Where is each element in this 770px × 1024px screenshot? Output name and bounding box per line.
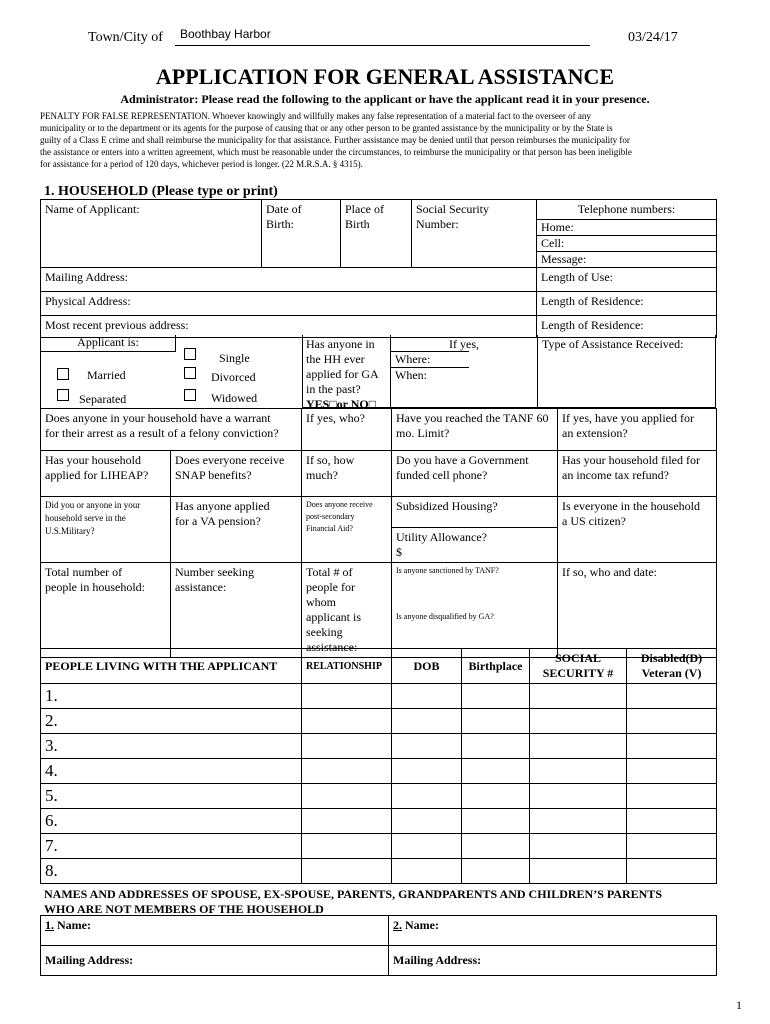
extension-question[interactable]: If yes, have you applied for an extension? xyxy=(558,409,717,451)
divorced-checkbox[interactable] xyxy=(184,367,196,379)
married-checkbox[interactable] xyxy=(57,368,69,380)
relative-2-mailing-field[interactable]: Mailing Address: xyxy=(389,946,717,976)
relationship-header: RELATIONSHIP xyxy=(302,649,392,684)
table-row[interactable]: 4. xyxy=(41,759,717,784)
telephone-block: Telephone numbers: Home: Cell: Message: xyxy=(537,200,717,268)
length-of-residence-field[interactable]: Length of Residence: xyxy=(537,292,717,316)
relative-1-mailing-field[interactable]: Mailing Address: xyxy=(41,946,389,976)
tax-refund-question[interactable]: Has your household filed for an income tax refund? xyxy=(558,451,717,497)
ssn-header: SOCIAL SECURITY # xyxy=(530,649,627,684)
relatives-table xyxy=(40,915,717,976)
applied-ga-question: Has anyone in the HH ever applied for GA in the past? YES□or NO□ xyxy=(302,335,391,408)
gov-phone-question[interactable]: Do you have a Government funded cell phone? xyxy=(392,451,558,497)
table-row[interactable]: 1. xyxy=(41,684,717,709)
table-row[interactable]: 5. xyxy=(41,784,717,809)
military-question[interactable]: Did you or anyone in your household serve in the U.S.Military? xyxy=(41,497,171,563)
table-row[interactable]: 6. xyxy=(41,809,717,834)
snap-question[interactable]: Does everyone receive SNAP benefits? xyxy=(171,451,302,497)
town-field-line[interactable] xyxy=(175,45,590,46)
home-phone-field[interactable]: Home: xyxy=(537,219,716,235)
ssn-field[interactable]: Social Security Number: xyxy=(412,200,537,268)
when-field[interactable]: When: xyxy=(391,367,469,383)
recent-address-field[interactable]: Most recent previous address: xyxy=(41,316,537,338)
table-row[interactable]: 8. xyxy=(41,859,717,884)
who-date-field[interactable]: If so, who and date: xyxy=(558,563,717,658)
widowed-checkbox[interactable] xyxy=(184,389,196,401)
relatives-title: NAMES AND ADDRESSES OF SPOUSE, EX-SPOUSE, PARENTS, GRANDPARENTS AND CHILDREN’S PARENTS WHO ARE NOT MEMBERS OF THE HOUSEHOLD xyxy=(44,887,662,916)
single-checkbox[interactable] xyxy=(184,348,196,360)
utility-allowance-field[interactable]: Utility Allowance? $ xyxy=(396,530,487,559)
mailing-address-field[interactable]: Mailing Address: xyxy=(41,268,537,292)
table-row[interactable]: 7. xyxy=(41,834,717,859)
widowed-label: Widowed xyxy=(211,391,258,405)
town-value[interactable]: Boothbay Harbor xyxy=(180,27,271,41)
warrant-who-field[interactable]: If yes, who? xyxy=(302,409,392,451)
sanction-question[interactable]: Is anyone sanctioned by TANF? Is anyone disqualified by GA? xyxy=(392,563,558,658)
people-table xyxy=(40,648,717,884)
page-title: APPLICATION FOR GENERAL ASSISTANCE xyxy=(155,64,615,89)
relative-2-name-field[interactable]: 2. Name: xyxy=(389,916,717,946)
table-row[interactable]: 3. xyxy=(41,734,717,759)
divorced-label: Divorced xyxy=(211,370,256,384)
how-much-field[interactable]: If so, how much? xyxy=(302,451,392,497)
applicant-status-block xyxy=(40,335,303,409)
separated-checkbox[interactable] xyxy=(57,389,69,401)
total-for-whom-field[interactable]: Total # of people for whom applicant is seeking assistance: xyxy=(302,563,392,658)
number-seeking-field[interactable]: Number seeking assistance: xyxy=(171,563,302,658)
post-secondary-question[interactable]: Does anyone receive post-secondary Financial Aid? xyxy=(302,497,392,563)
penalty-text: PENALTY FOR FALSE REPRESENTATION. Whoever knowingly and willfully makes any false representation of a material fact to the overseer of any municipality or to the department or its agents for the purpose of causing that or any other person to be granted assistance by the municipality or by the State is guilty of a Class E crime and shall reimburse the municipality for that assistance. Further assistance may be denied until that person reimburses the municipality for the assistance or enters into a written agreement, which must be reasonable under the circumstances, to reimburse the municipality or that person has been ineligible for assistance for a period of 120 days, whichever period is longer. (22 M.R.S.A. § 4315). xyxy=(40,111,632,169)
birthplace-header: Birthplace xyxy=(462,649,530,684)
message-phone-field[interactable]: Message: xyxy=(537,251,716,267)
if-yes-block: If yes, Where: When: xyxy=(391,335,538,408)
housing-utility-block xyxy=(392,497,558,563)
us-citizen-question[interactable]: Is everyone in the household a US citizen? xyxy=(558,497,717,563)
household-questions-table xyxy=(40,408,717,658)
type-assistance-field[interactable]: Type of Assistance Received: xyxy=(538,335,716,408)
warrant-question[interactable]: Does anyone in your household have a warrant for their arrest as a result of a felony conviction? xyxy=(41,409,302,451)
separated-label: Separated xyxy=(79,392,127,406)
length-of-use-field[interactable]: Length of Use: xyxy=(537,268,717,292)
table-row[interactable]: 2. xyxy=(41,709,717,734)
administrator-instructions: Administrator: Please read the following to the applicant or have the applicant read it in your presence. xyxy=(120,92,650,106)
town-label: Town/City of xyxy=(88,30,163,45)
relative-1-name-field[interactable]: 1. Name: xyxy=(41,916,389,946)
subsidized-housing-question[interactable]: Subsidized Housing? xyxy=(392,497,557,528)
applicant-is-label: Applicant is: xyxy=(41,335,176,352)
recent-length-of-residence-field[interactable]: Length of Residence: xyxy=(537,316,717,338)
disqualified-question[interactable]: Is anyone disqualified by GA? xyxy=(396,612,494,621)
dob-header: DOB xyxy=(392,649,462,684)
single-label: Single xyxy=(219,351,250,365)
married-label: Married xyxy=(87,368,126,382)
where-field[interactable]: Where: xyxy=(391,351,469,367)
date-value: 03/24/17 xyxy=(628,30,678,45)
va-pension-question[interactable]: Has anyone applied for a VA pension? xyxy=(171,497,302,563)
yes-no-checkboxes[interactable]: YES□or NO□ xyxy=(306,397,376,411)
applicant-name-field[interactable]: Name of Applicant: xyxy=(41,200,262,268)
section-household-title: 1. HOUSEHOLD (Please type or print) xyxy=(44,184,278,199)
people-header: PEOPLE LIVING WITH THE APPLICANT xyxy=(41,649,302,684)
dob-field[interactable]: Date of Birth: xyxy=(262,200,341,268)
place-of-birth-field[interactable]: Place of Birth xyxy=(341,200,412,268)
physical-address-field[interactable]: Physical Address: xyxy=(41,292,537,316)
household-table xyxy=(40,199,717,338)
tanf-limit-question[interactable]: Have you reached the TANF 60 mo. Limit? xyxy=(392,409,558,451)
cell-phone-field[interactable]: Cell: xyxy=(537,235,716,251)
disabled-veteran-header: Disabled(D) Veteran (V) xyxy=(627,649,717,684)
total-people-field[interactable]: Total number of people in household: xyxy=(41,563,171,658)
liheap-question[interactable]: Has your household applied for LIHEAP? xyxy=(41,451,171,497)
page-number: 1 xyxy=(736,998,742,1012)
